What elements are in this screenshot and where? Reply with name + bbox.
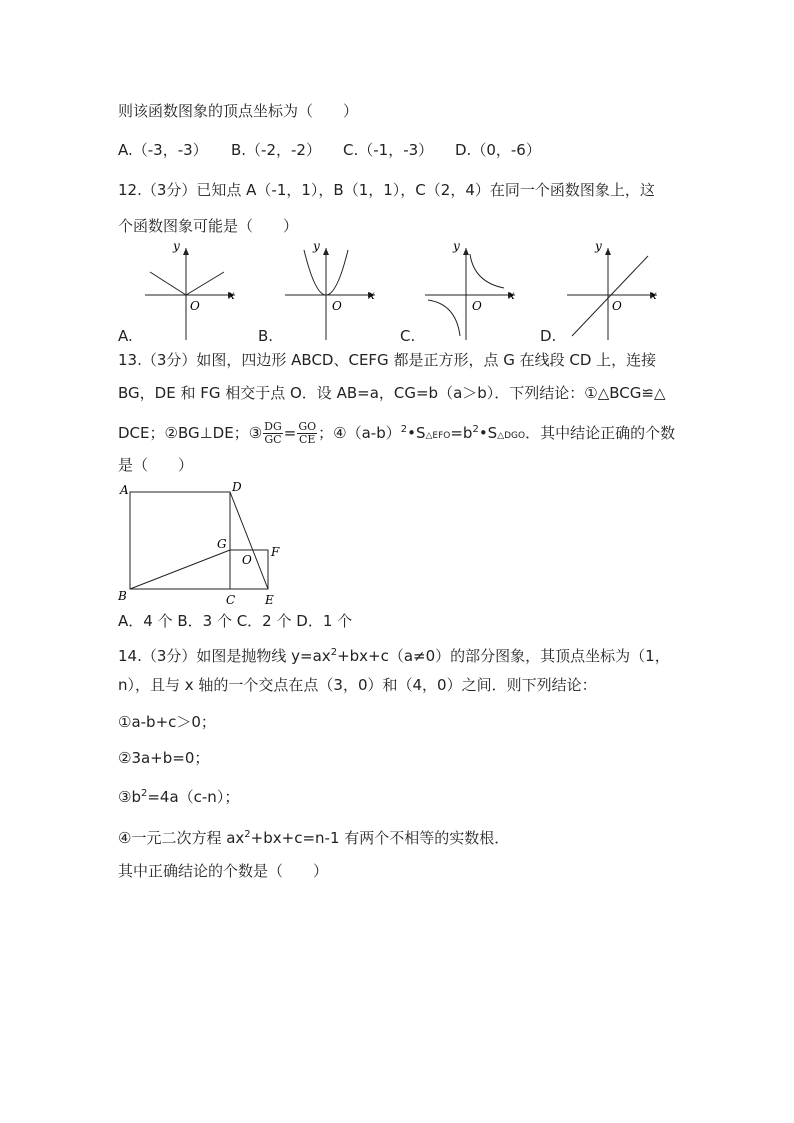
q13-line3-text: •S (478, 424, 498, 442)
superscript: 2 (244, 829, 251, 840)
q13-options: A．4 个 B．3 个 C．2 个 D．1 个 (118, 612, 353, 630)
q12-option-a-label: A. (118, 327, 133, 345)
q14-conclusion-3 (118, 784, 239, 807)
subscript: △EFO (425, 431, 451, 441)
point-b-label: B (118, 589, 127, 603)
fraction-denominator: CE (299, 433, 316, 446)
point-a-label: A (120, 483, 129, 497)
graph-b-x-label: x (368, 288, 375, 302)
graph-a-y-label: y (173, 239, 180, 253)
q13-squares-figure (114, 478, 294, 608)
graph-d-origin: O (612, 299, 622, 313)
graph-c-origin: O (472, 299, 482, 313)
graph-d-x-label: x (650, 288, 657, 302)
graph-a-x-label: x (228, 288, 235, 302)
graph-a-origin: O (190, 299, 200, 313)
graph-c-x-label: x (508, 288, 515, 302)
q13-line2: BG，DE 和 FG 相交于点 O．设 AB=a，CG=b（a＞b）．下列结论：①△BCG≌△ (118, 384, 666, 402)
q11-option-c: C.（-1，-3） (343, 141, 434, 159)
q14-c3-start: ③b (118, 788, 141, 806)
q12-option-c-label: C. (400, 327, 416, 345)
q14-line1-start: 14.（3分）如图是抛物线 y=ax (118, 647, 331, 665)
graph-b-y-label: y (313, 239, 320, 253)
q12-graph-d (562, 236, 672, 344)
q11-option-a: A.（-3，-3） (118, 141, 208, 159)
point-d-label: D (232, 480, 242, 494)
q14-conclusion-4 (118, 825, 509, 848)
q14-question: 其中正确结论的个数是（ ） (118, 862, 329, 880)
q13-line1: 13.（3分）如图，四边形 ABCD、CEFG 都是正方形，点 G 在线段 CD 上，连接 (118, 351, 657, 369)
graph-d-y-label: y (595, 239, 602, 253)
q14-line1 (118, 643, 670, 666)
equals-sign: = (283, 424, 297, 442)
q12-option-d-label: D. (540, 327, 557, 345)
superscript: 2 (400, 424, 408, 435)
q14-line1-end: +bx+c（a≠0）的部分图象，其顶点坐标为（1， (337, 647, 670, 665)
q11-option-d: D.（0，-6） (455, 141, 541, 159)
point-c-label: C (226, 593, 236, 607)
point-f-label: F (271, 545, 280, 559)
graph-c-y-label: y (453, 239, 460, 253)
fraction-dg-gc (263, 421, 283, 446)
q13-line3-mid: ；④（a-b） (318, 424, 401, 442)
q14-conclusion-1: ①a-b+c＞0； (118, 713, 216, 731)
fraction-go-ce (297, 421, 317, 446)
fraction-numerator: DG (264, 420, 282, 433)
q14-conclusion-2: ②3a+b=0； (118, 749, 210, 767)
q12-graph-b (280, 236, 390, 344)
q12-graph-c (420, 236, 530, 344)
q11-option-b: B.（-2，-2） (231, 141, 321, 159)
q12-line1: 12.（3分）已知点 A（-1，1），B（1，1），C（2，4）在同一个函数图象上，这 (118, 181, 655, 199)
fraction-numerator: GO (298, 420, 317, 433)
q13-line3 (118, 416, 675, 450)
fraction-denominator: GC (264, 433, 282, 446)
q13-line3-text: •S (407, 424, 426, 442)
q13-line3-start: DCE；②BG⊥DE；③ (118, 424, 263, 442)
q14-line2: n），且与 x 轴的一个交点在点（3，0）和（4，0）之间．则下列结论： (118, 676, 597, 694)
q14-c4-end: +bx+c=n-1 有两个不相等的实数根． (250, 829, 510, 847)
q14-c4-start: ④一元二次方程 ax (118, 829, 245, 847)
subscript: △DGO (497, 431, 526, 441)
superscript: 2 (472, 424, 479, 435)
q12-option-b-label: B. (258, 327, 274, 345)
q14-c3-end: =4a（c-n）； (147, 788, 240, 806)
q11-stem: 则该函数图象的顶点坐标为（ ） (118, 102, 359, 120)
superscript: 2 (140, 788, 148, 799)
q13-line3-text: =b (450, 424, 473, 442)
q13-line3-end: ．其中结论正确的个数 (525, 424, 676, 442)
q12-line2: 个函数图象可能是（ ） (118, 217, 299, 235)
point-o-label: O (242, 553, 252, 567)
q12-graph-a (140, 236, 250, 344)
superscript: 2 (330, 647, 338, 658)
graph-b-origin: O (332, 299, 342, 313)
point-e-label: E (265, 593, 274, 607)
q13-line4: 是（ ） (118, 456, 194, 474)
point-g-label: G (217, 537, 227, 551)
